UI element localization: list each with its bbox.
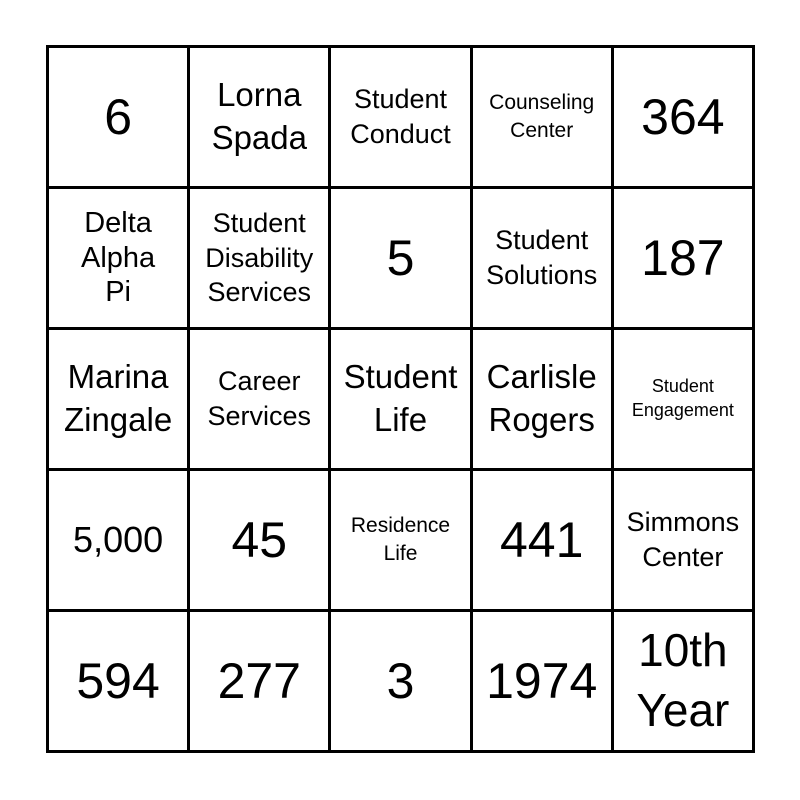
bingo-cell-r1-c2[interactable]: Lorna Spada: [190, 48, 328, 186]
bingo-cell-r4-c1[interactable]: 5,000: [49, 471, 187, 609]
bingo-cell-r3-c3[interactable]: Student Life: [331, 330, 469, 468]
bingo-cell-r1-c5[interactable]: 364: [614, 48, 752, 186]
bingo-cell-r2-c2[interactable]: Student Disability Services: [190, 189, 328, 327]
bingo-cell-r2-c1[interactable]: Delta Alpha Pi: [49, 189, 187, 327]
bingo-cell-r4-c5[interactable]: Simmons Center: [614, 471, 752, 609]
bingo-cell-r3-c1[interactable]: Marina Zingale: [49, 330, 187, 468]
bingo-cell-r2-c3[interactable]: 5: [331, 189, 469, 327]
bingo-cell-r1-c3[interactable]: Student Conduct: [331, 48, 469, 186]
bingo-cell-r2-c5[interactable]: 187: [614, 189, 752, 327]
bingo-cell-r4-c4[interactable]: 441: [473, 471, 611, 609]
bingo-cell-r5-c2[interactable]: 277: [190, 612, 328, 750]
bingo-cell-r2-c4[interactable]: Student Solutions: [473, 189, 611, 327]
bingo-cell-r5-c4[interactable]: 1974: [473, 612, 611, 750]
bingo-board: [46, 45, 755, 753]
bingo-cell-r5-c1[interactable]: 594: [49, 612, 187, 750]
bingo-cell-r4-c2[interactable]: 45: [190, 471, 328, 609]
bingo-cell-r1-c1[interactable]: 6: [49, 48, 187, 186]
bingo-cell-r3-c2[interactable]: Career Services: [190, 330, 328, 468]
bingo-cell-r5-c3[interactable]: 3: [331, 612, 469, 750]
bingo-cell-r5-c5[interactable]: 10th Year: [614, 612, 752, 750]
bingo-cell-r3-c4[interactable]: Carlisle Rogers: [473, 330, 611, 468]
bingo-cell-r4-c3[interactable]: Residence Life: [331, 471, 469, 609]
bingo-cell-r3-c5[interactable]: Student Engagement: [614, 330, 752, 468]
bingo-cell-r1-c4[interactable]: Counseling Center: [473, 48, 611, 186]
